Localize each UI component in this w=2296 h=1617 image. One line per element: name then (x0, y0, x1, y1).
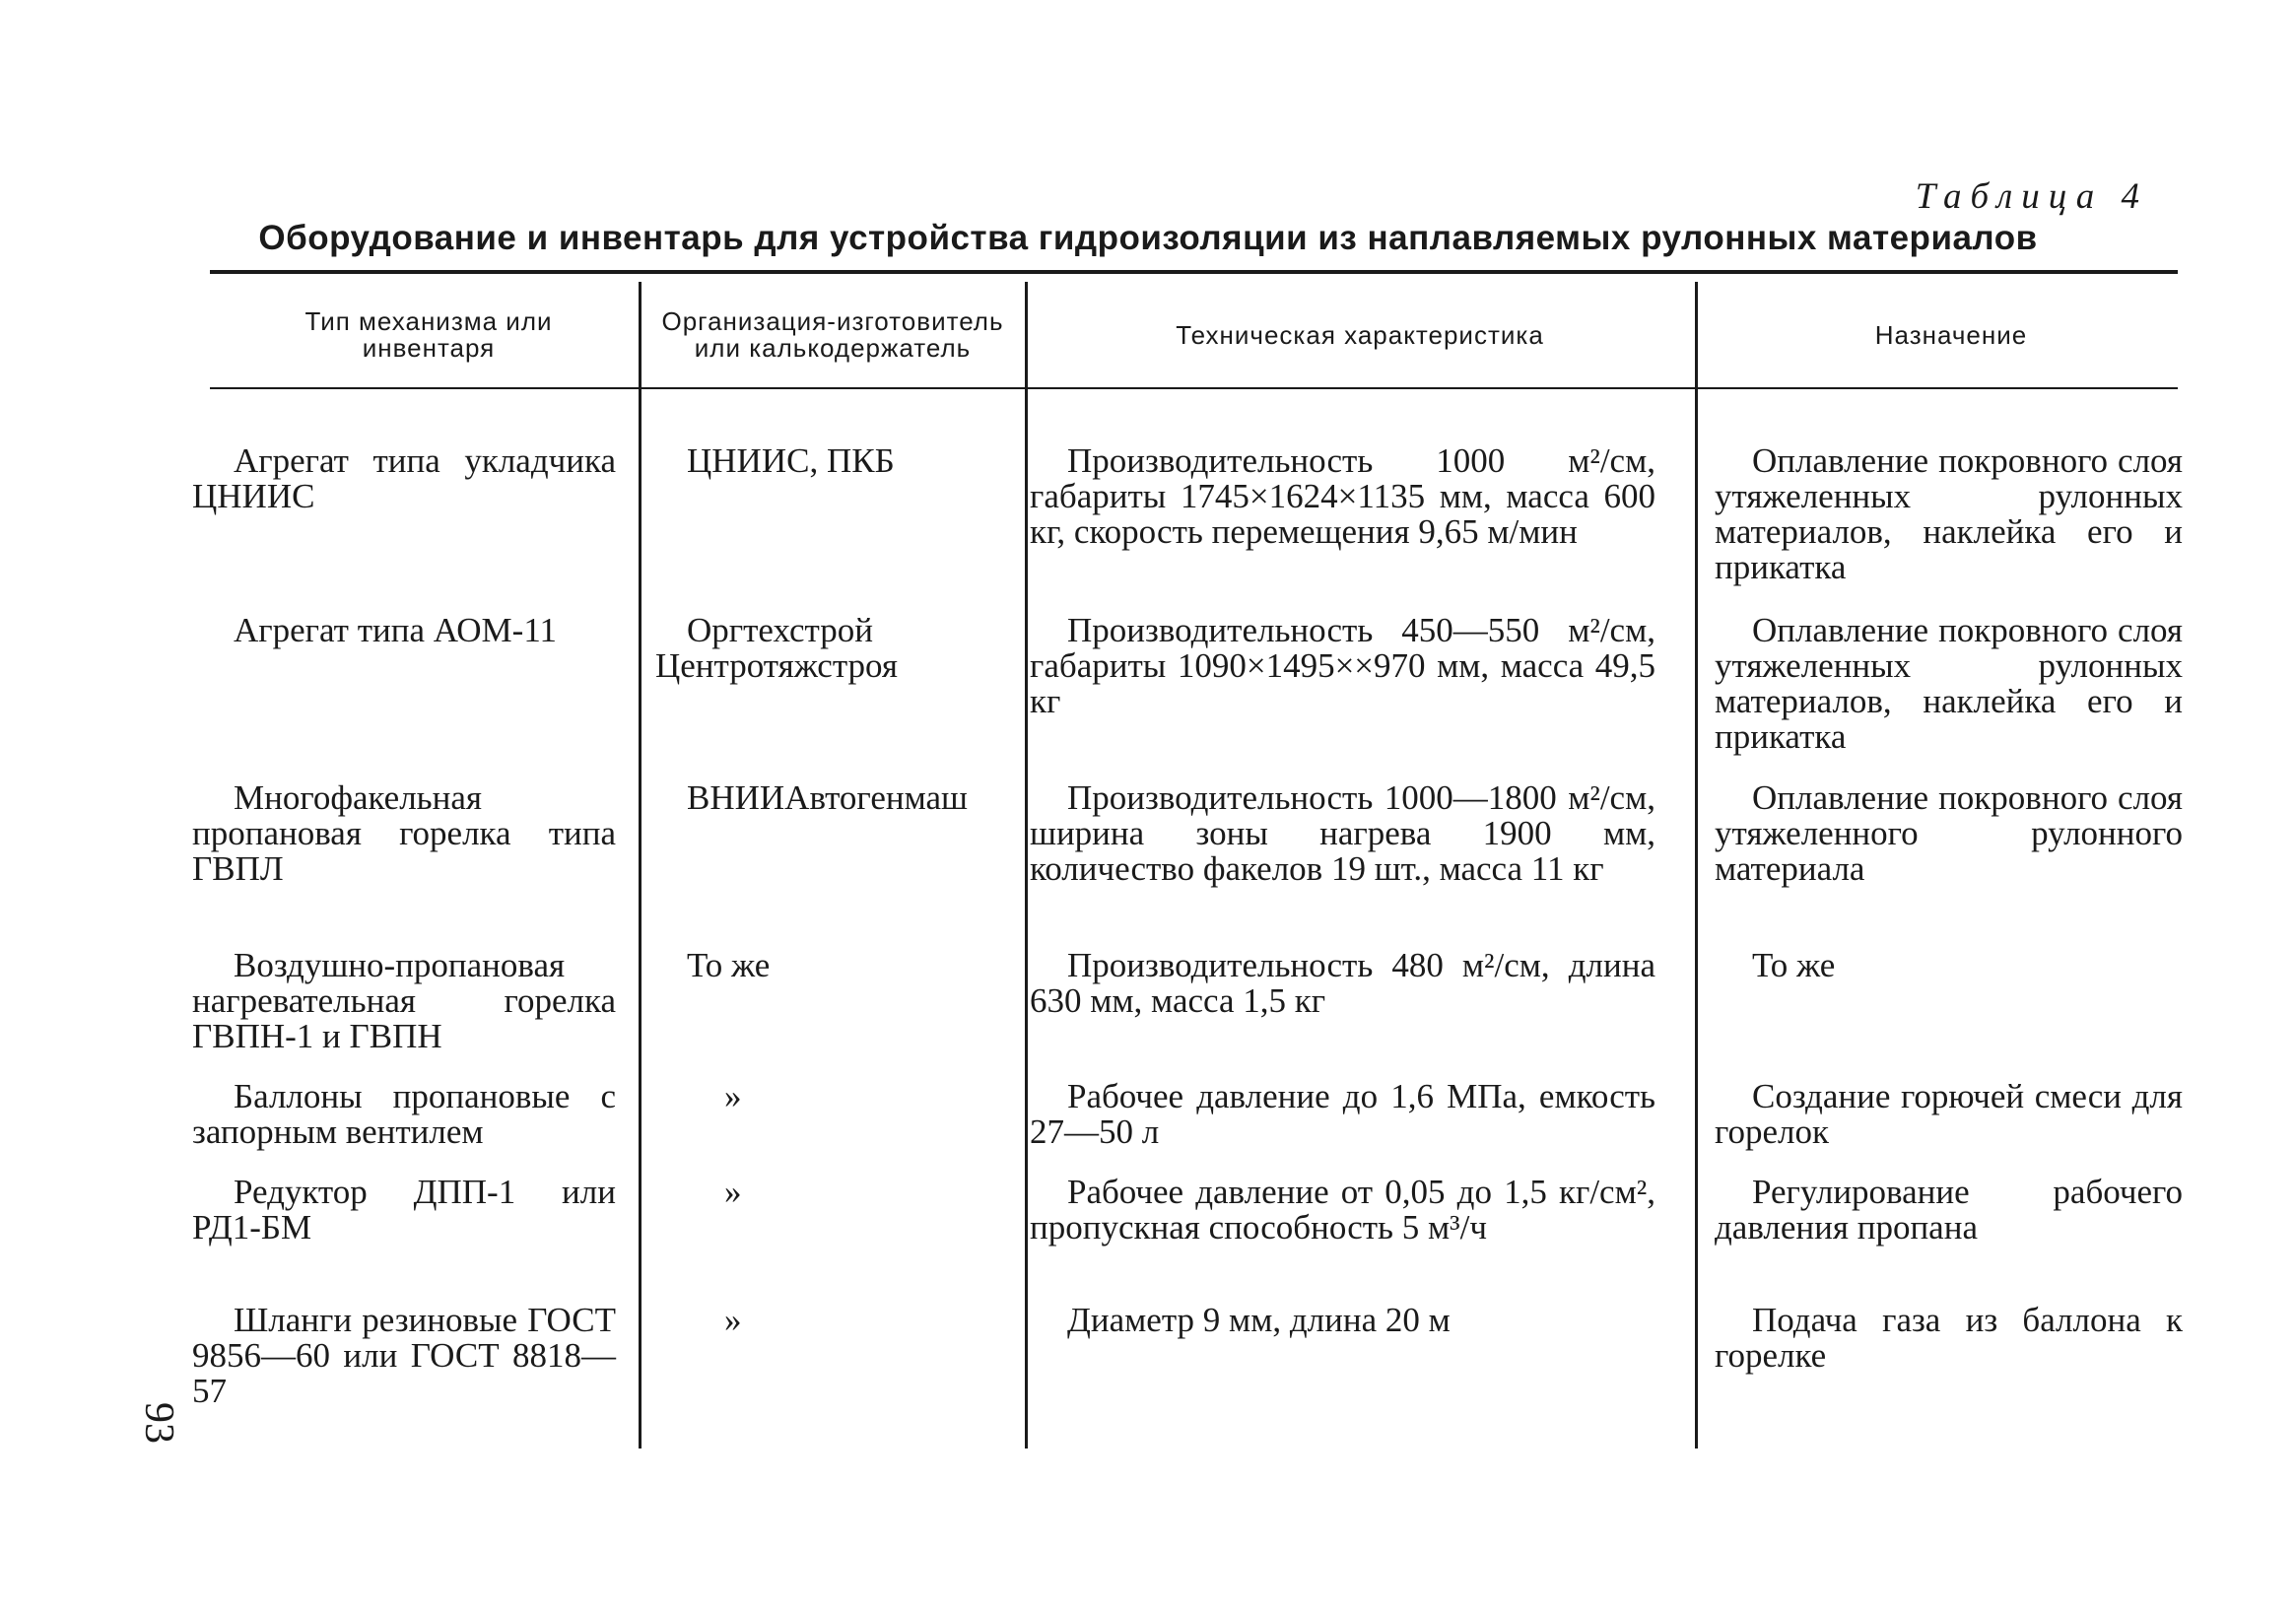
header-bottom-rule (210, 387, 2178, 389)
table-cell-org: ВНИИАвтогенмаш (687, 778, 968, 817)
table-cell-purpose: Регулирование рабочего давления пропана (1715, 1173, 2183, 1246)
table-cell-org: » (724, 1173, 742, 1211)
table-cell-spec: Производительность 1000—1800 м²/см, ширина зоны нагрева 1900 мм, количество факелов 19 шт., масса 11 кг (1030, 778, 1655, 888)
table-cell-org: ЦНИИС, ПКБ (687, 441, 895, 480)
table-cell-purpose: Создание горючей смеси для горелок (1715, 1077, 2183, 1151)
top-rule (210, 270, 2178, 274)
table-label: Таблица 4 (1915, 176, 2148, 217)
table-cell-org: Оргтехстрой Центротяжстроя (655, 611, 898, 685)
page-number: 93 (136, 1402, 181, 1444)
table-cell-org: » (724, 1077, 742, 1115)
table-cell-purpose: Подача газа из баллона к горелке (1715, 1301, 2183, 1375)
table-cell-type: Редуктор ДПП-1 или РД1-БМ (192, 1173, 616, 1246)
table-cell-spec: Диаметр 9 мм, длина 20 м (1067, 1301, 1451, 1339)
table-cell-purpose: Оплавление покровного слоя утяжеленных рулонных материалов, наклейка его и прикатка (1715, 611, 2183, 756)
column-divider-2 (1025, 282, 1028, 1449)
column-divider-3 (1695, 282, 1698, 1449)
table-cell-spec: Рабочее давление до 1,6 МПа, емкость 27—50 л (1030, 1077, 1655, 1151)
table-cell-spec: Производительность 450—550 м²/см, габариты 1090×1495××970 мм, масса 49,5 кг (1030, 611, 1655, 720)
table-cell-spec: Производительность 480 м²/см, длина 630 мм, масса 1,5 кг (1030, 946, 1655, 1020)
header-organization: Организация-изготовитель или калькодержатель (661, 306, 1004, 363)
table-cell-type: Агрегат типа укладчика ЦНИИС (192, 441, 616, 515)
table-cell-org: » (724, 1301, 742, 1339)
table-cell-type: Шланги резиновые ГОСТ 9856—60 или ГОСТ 8818—57 (192, 1301, 616, 1410)
table-cell-type: Многофакельная пропановая горелка типа ГВПЛ (192, 778, 616, 888)
table-cell-org: То же (687, 946, 771, 984)
table-cell-type: Баллоны пропановые с запорным вентилем (192, 1077, 616, 1151)
table-cell-purpose: То же (1752, 946, 1836, 984)
table-cell-type: Агрегат типа АОМ-11 (234, 611, 558, 649)
header-technical-spec: Техническая характеристика (1176, 319, 1544, 350)
column-divider-1 (639, 282, 642, 1449)
table-cell-spec: Рабочее давление от 0,05 до 1,5 кг/см², пропускная способность 5 м³/ч (1030, 1173, 1655, 1246)
table-cell-type: Воздушно-пропановая нагревательная горелка ГВПН-1 и ГВПН (192, 946, 616, 1055)
table-cell-spec: Производительность 1000 м²/см, габариты 1745×1624×1135 мм, масса 600 кг, скорость перемещения 9,65 м/мин (1030, 441, 1655, 551)
table-cell-purpose: Оплавление покровного слоя утяжеленного рулонного материала (1715, 778, 2183, 888)
header-purpose: Назначение (1874, 319, 2028, 350)
table-cell-purpose: Оплавление покровного слоя утяжеленных рулонных материалов, наклейка его и прикатка (1715, 441, 2183, 586)
table-caption: Оборудование и инвентарь для устройства гидроизоляции из наплавляемых рулонных материалов (258, 219, 2038, 257)
header-type: Тип механизма или инвентаря (304, 306, 553, 363)
